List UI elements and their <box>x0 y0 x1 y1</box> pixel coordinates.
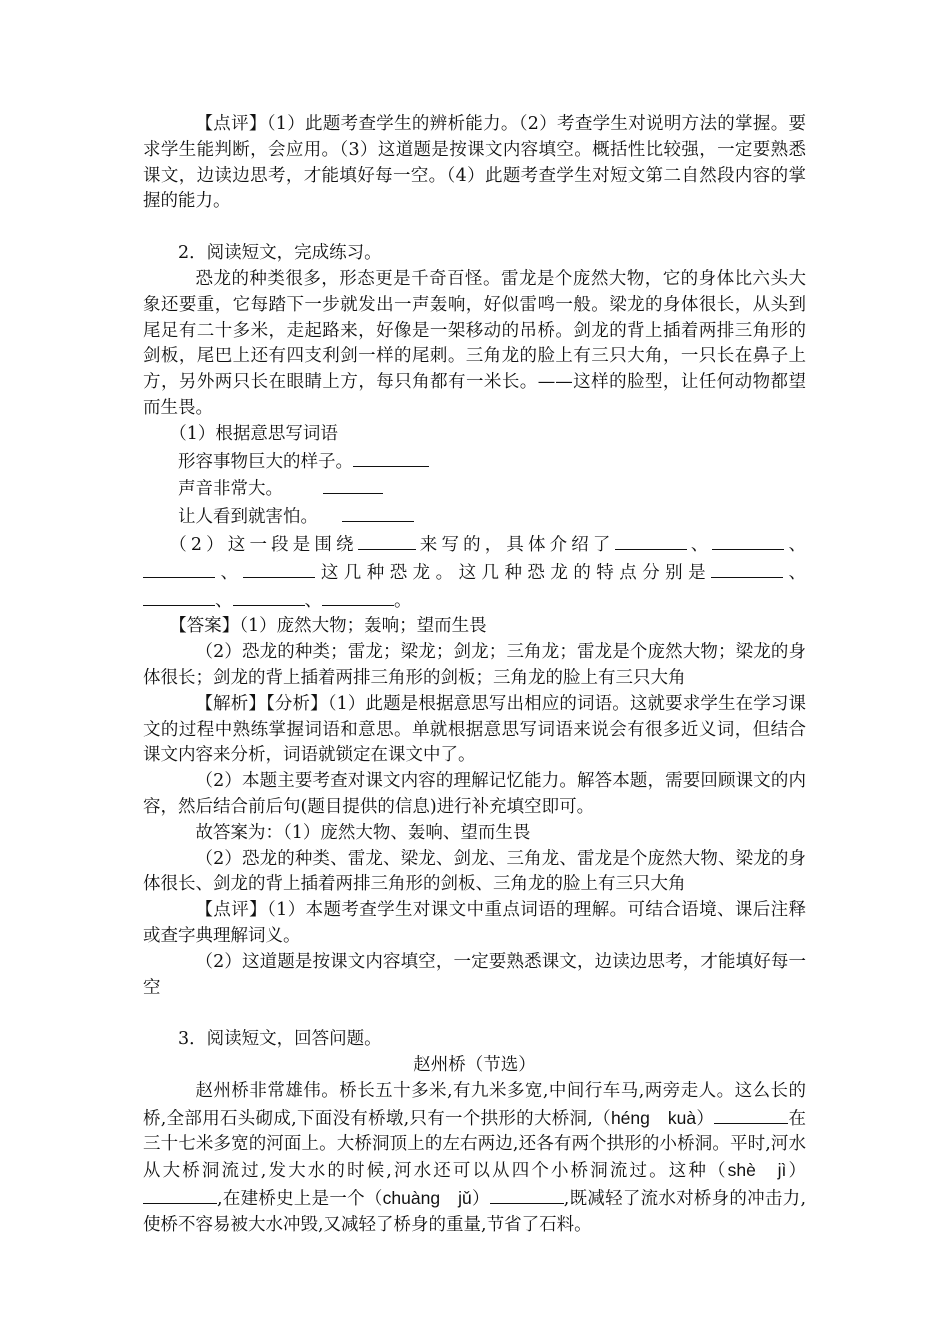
review-tag: 【点评】 <box>195 114 267 134</box>
answer-blank[interactable] <box>615 531 687 550</box>
answer-blank[interactable] <box>143 559 215 578</box>
answer-blank[interactable] <box>353 448 429 467</box>
question-2-sub2-line1: （2）这一段是围绕 来写的，具体介绍了 、 、 <box>143 531 806 559</box>
answer-blank[interactable] <box>490 1185 564 1204</box>
answer-paragraph-1: 【答案】（1）庞然大物；轰响；望而生畏 <box>169 616 487 637</box>
answer-blank[interactable] <box>323 475 383 494</box>
review-text: （1）此题考查学生的辨析能力。（2）考查学生对说明方法的掌握。要求学生能判断，会应用。（3）这道题是按课文内容填空。概括性比较强，一定要熟悉课文，边读边思考，才能填好每一空。（4）此题考查学生对短文第二自然段内容的掌握的能力。 <box>143 114 806 212</box>
word-item-2: 声音非常大。 <box>143 475 806 503</box>
passage-title: 赵州桥（节选） <box>413 1055 536 1076</box>
review-paragraph-2: （2）这道题是按课文内容填空，一定要熟悉课文，边读边思考，才能填好每一空 <box>143 951 806 998</box>
word-item-1: 形容事物巨大的样子。 <box>143 448 806 476</box>
question-2-heading: 2．阅读短文，完成练习。 <box>178 243 382 264</box>
answer-blank[interactable] <box>233 587 305 606</box>
question-2-sub1: （1）根据意思写词语 <box>169 423 338 444</box>
answer-blank[interactable] <box>243 559 315 578</box>
question-2-sub2-line2: 、 这几种恐龙。这几种恐龙的特点分别是 、 <box>143 559 806 587</box>
answer-paragraph-2: （2）恐龙的种类；雷龙；梁龙；剑龙；三角龙；雷龙是个庞然大物；梁龙的身体很长；剑龙的背上插着两排三角形的剑板；三角龙的脸上有三只大角 <box>143 642 806 688</box>
pinyin-chuangju: （chuàng jǔ） <box>364 1188 490 1209</box>
final-answer-1: 故答案为：（1）庞然大物、轰响、望而生畏 <box>195 822 531 843</box>
question-3-heading: 3．阅读短文，回答问题。 <box>178 1029 382 1050</box>
answer-blank[interactable] <box>322 587 394 606</box>
answer-blank[interactable] <box>714 1105 788 1124</box>
review-paragraph-1: 【点评】（1）本题考查学生对课文中重点词语的理解。可结合语境、课后注释或查字典理解词义。 <box>143 900 806 946</box>
pinyin-sheji: （shè jì） <box>708 1160 806 1181</box>
review-paragraph <box>143 112 806 215</box>
final-answer-2: （2）恐龙的种类、雷龙、梁龙、剑龙、三角龙、雷龙是个庞然大物、梁龙的身体很长、剑龙的背上插着两排三角形的剑板、三角龙的脸上有三只大角 <box>143 848 806 895</box>
answer-blank[interactable] <box>711 559 783 578</box>
answer-blank[interactable] <box>143 587 215 606</box>
analysis-paragraph-2: （2）本题主要考查对课文内容的理解记忆能力。解答本题，需要回顾课文的内容，然后结合前后句(题目提供的信息)进行补充填空即可。 <box>143 771 806 817</box>
answer-blank[interactable] <box>342 503 414 522</box>
analysis-paragraph-1: 【解析】【分析】（1）此题是根据意思写出相应的词语。这就要求学生在学习课文的过程中熟练掌握词语和意思。单就根据意思写词语来说会有很多近义词，但结合课文内容来分析，词语就锁定在课文中了。 <box>143 693 806 766</box>
answer-blank[interactable] <box>143 1185 217 1204</box>
document-content <box>143 112 806 1239</box>
question-2-sub2-line3: 、 、 。 <box>143 587 806 615</box>
answer-blank[interactable] <box>712 531 784 550</box>
pinyin-hengkua: （héng kuà） <box>592 1107 715 1128</box>
question-3-passage: 赵州桥非常雄伟。桥长五十多米,有九米多宽,中间行车马,两旁走人。这么长的桥,全部用石头砌成,下面没有桥墩,只有一个拱形的大桥洞,（héng kuà） 在三十七米多宽的河面上。大桥洞顶上的左右两边,还各有两个拱形的小桥洞。平时,河水从大桥洞流过,发大水的时候,河水还可以从四个小桥洞流过。这种（shè jì）,在建桥史上是一个（chuàng jǔ） ,既减轻了流水对桥身的冲击力,使桥不容易被大水冲毁,又减轻了桥身的重量,节省了石料。 <box>143 1080 807 1235</box>
word-item-3: 让人看到就害怕。 <box>143 503 806 531</box>
review-tag: 【点评】 <box>195 900 268 921</box>
analysis-tag: 【解析】【分析】 <box>195 693 328 714</box>
answer-tag: 【答案】 <box>169 616 240 637</box>
answer-blank[interactable] <box>358 531 416 550</box>
question-2-passage: 恐龙的种类很多，形态更是千奇百怪。雷龙是个庞然大物，它的身体比六头大象还要重，它每踏下一步就发出一声轰响，好似雷鸣一般。梁龙的身体很长，从头到尾足有二十多米，走起路来，好像是一架移动的吊桥。剑龙的背上插着两排三角形的剑板，尾巴上还有四支利剑一样的尾刺。三角龙的脸上有三只大角，一只长在鼻子上方，另外两只长在眼睛上方，每只角都有一米长。——这样的脸型，让任何动物都望而生畏。 <box>143 268 806 418</box>
